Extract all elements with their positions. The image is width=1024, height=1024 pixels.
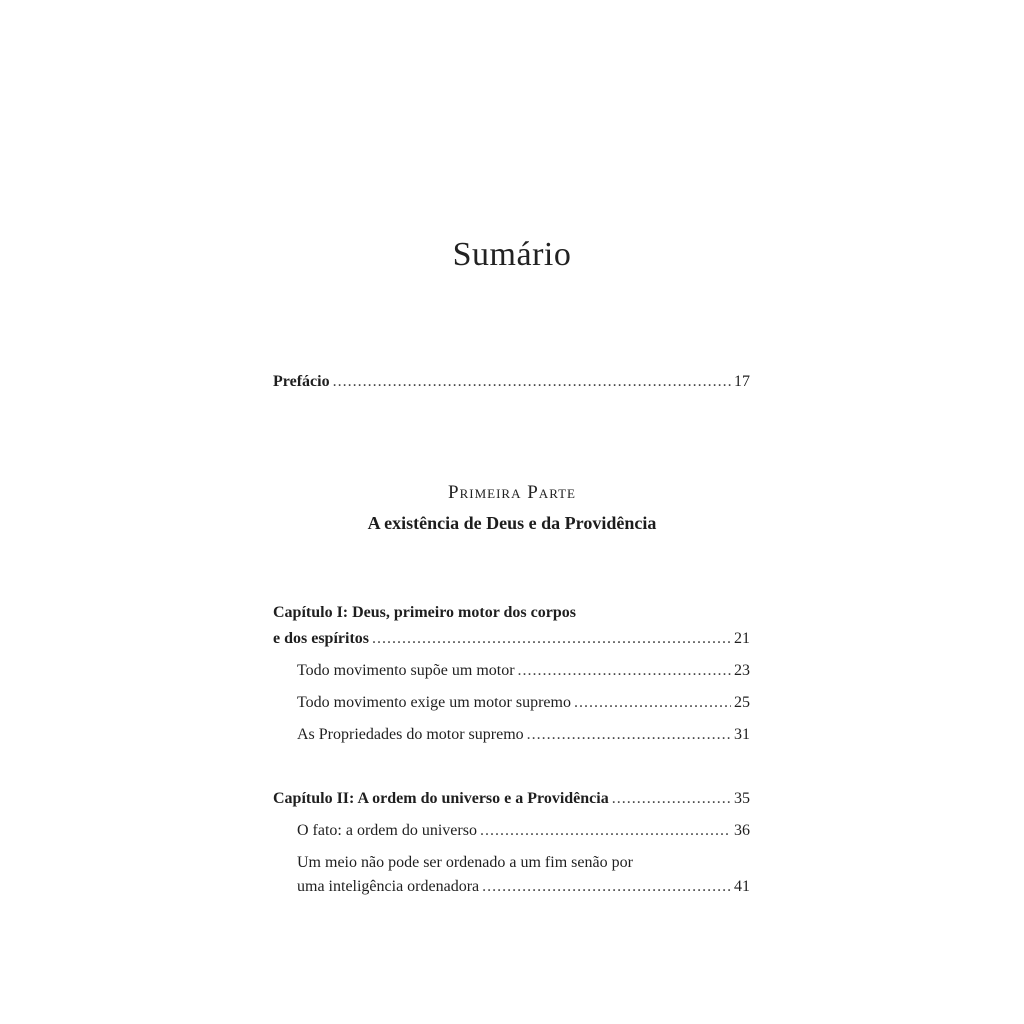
toc-page-number: 35	[734, 790, 750, 807]
dot-leader	[482, 876, 731, 898]
toc-entry-label: As Propriedades do motor supremo	[297, 726, 524, 743]
dot-leader	[574, 692, 731, 714]
dot-leader	[612, 788, 731, 810]
toc-page-number: 23	[734, 662, 750, 679]
part-label: Primeira Parte	[448, 482, 576, 503]
toc-entry-label: Todo movimento supõe um motor	[297, 662, 515, 679]
toc-entry-label: Capítulo II: A ordem do universo e a Providência	[273, 790, 609, 807]
part-title: A existência de Deus e da Providência	[367, 513, 657, 533]
page-title: Sumário	[452, 236, 572, 273]
dot-leader	[333, 371, 731, 393]
toc-entry-label: Prefácio	[273, 373, 330, 390]
toc-entry-preface	[273, 371, 750, 393]
toc-entry-section	[297, 820, 750, 842]
toc-page-number: 41	[734, 878, 750, 895]
toc-entry-section	[297, 660, 750, 682]
dot-leader	[480, 820, 731, 842]
toc-entry-section	[297, 724, 750, 746]
toc-entry-section	[297, 876, 750, 898]
dot-leader	[518, 660, 731, 682]
toc-section-long-line-1: Um meio não pode ser ordenado a um fim senão por	[297, 854, 633, 871]
toc-entry-label: Todo movimento exige um motor supremo	[297, 694, 571, 711]
dot-leader	[527, 724, 731, 746]
toc-entry-chapter-1	[273, 628, 750, 650]
toc-entry-label: O fato: a ordem do universo	[297, 822, 477, 839]
toc-page-number: 17	[734, 373, 750, 390]
toc-page-number: 36	[734, 822, 750, 839]
toc-entry-section	[297, 692, 750, 714]
toc-page-number: 21	[734, 630, 750, 647]
dot-leader	[372, 628, 731, 650]
toc-page-number: 31	[734, 726, 750, 743]
toc-entry-chapter-2	[273, 788, 750, 810]
toc-page-number: 25	[734, 694, 750, 711]
toc-entry-label: e dos espíritos	[273, 630, 369, 647]
toc-entry-label: uma inteligência ordenadora	[297, 878, 480, 895]
toc-chapter-1-line-1: Capítulo I: Deus, primeiro motor dos corpos	[273, 604, 576, 621]
